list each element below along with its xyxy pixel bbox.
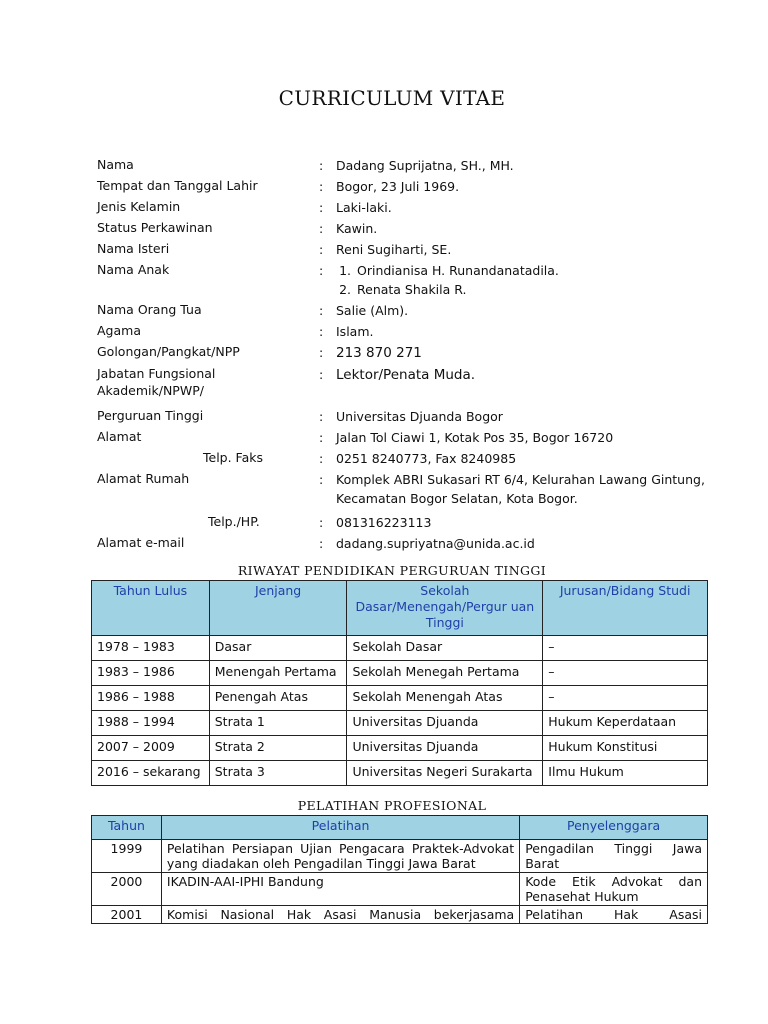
bio-colon: :	[319, 242, 324, 257]
child-name: Renata Shakila R.	[357, 282, 467, 297]
bio-label: Nama Anak	[97, 262, 170, 277]
bio-row-office-phone	[97, 449, 737, 470]
table-cell: Penengah Atas	[209, 686, 347, 711]
email-value: dadang.supriyatna@unida.ac.id	[336, 536, 535, 551]
bio-label: Status Perkawinan	[97, 220, 213, 235]
bio-colon: :	[319, 345, 324, 360]
table-cell: Strata 1	[209, 711, 347, 736]
table-cell: Universitas Djuanda	[347, 711, 543, 736]
bio-value: Reni Sugiharti, SE.	[336, 242, 452, 257]
bio-row-parent	[97, 301, 737, 322]
table-cell: Sekolah Dasar	[347, 636, 543, 661]
table-cell: 1986 – 1988	[92, 686, 210, 711]
child-number: 2.	[339, 282, 351, 297]
column-header: Penyelenggara	[520, 816, 708, 840]
bio-value: Salie (Alm).	[336, 303, 409, 318]
child-item	[336, 280, 726, 299]
bio-label: Alamat	[97, 429, 142, 444]
bio-colon: :	[319, 451, 324, 466]
table-cell: Hukum Keperdataan	[543, 711, 708, 736]
bio-colon: :	[319, 472, 324, 487]
table-cell: Pelatihan Hak Asasi	[520, 906, 708, 924]
bio-value: 081316223113	[336, 515, 432, 530]
bio-label: Nama Orang Tua	[97, 302, 202, 317]
page-title: CURRICULUM VITAE	[278, 86, 506, 110]
bio-value: Dadang Suprijatna, SH., MH.	[336, 158, 514, 173]
bio-row-home-address	[97, 470, 737, 513]
child-name: Orindianisa H. Runandanatadila.	[357, 263, 559, 278]
table-row	[92, 661, 708, 686]
training-section-title: PELATIHAN PROFESIONAL	[297, 798, 487, 813]
table-row	[92, 873, 708, 906]
education-table	[91, 580, 708, 786]
table-cell: Kode Etik Advokat dan Penasehat Hukum	[520, 873, 708, 906]
table-cell: Dasar	[209, 636, 347, 661]
column-header: Jurusan/Bidang Studi	[543, 581, 708, 636]
bio-value: Universitas Djuanda Bogor	[336, 409, 503, 424]
table-cell: Ilmu Hukum	[543, 761, 708, 786]
bio-label: Agama	[97, 323, 141, 338]
bio-value: 213 870 271	[336, 345, 422, 361]
table-cell: –	[543, 661, 708, 686]
table-cell: 1988 – 1994	[92, 711, 210, 736]
table-row	[92, 711, 708, 736]
table-cell: Universitas Negeri Surakarta	[347, 761, 543, 786]
bio-colon: :	[319, 430, 324, 445]
table-cell: IKADIN-AAI-IPHI Bandung	[161, 873, 519, 906]
education-section-title: RIWAYAT PENDIDIKAN PERGURUAN TINGGI	[237, 563, 547, 578]
bio-row-position	[97, 365, 737, 407]
table-cell: 2001	[92, 906, 162, 924]
table-cell: Universitas Djuanda	[347, 736, 543, 761]
bio-value: Laki-laki.	[336, 200, 392, 215]
bio-row-email	[97, 534, 737, 555]
bio-row-marital	[97, 219, 737, 240]
column-header: Sekolah Dasar/Menengah/Pergur uan Tinggi	[347, 581, 543, 636]
table-cell: Pelatihan Persiapan Ujian Pengacara Praktek-Advokat yang diadakan oleh Pengadilan Tinggi Jawa Barat	[161, 840, 519, 873]
table-cell: Sekolah Menengah Atas	[347, 686, 543, 711]
bio-value: Islam.	[336, 324, 374, 339]
table-cell: Komisi Nasional Hak Asasi Manusia bekerjasama	[161, 906, 519, 924]
child-number: 1.	[339, 263, 351, 278]
table-cell: 2016 – sekarang	[92, 761, 210, 786]
table-row	[92, 906, 708, 924]
bio-row-mobile	[97, 513, 737, 534]
bio-value: Komplek ABRI Sukasari RT 6/4, Kelurahan Lawang Gintung, Kecamatan Bogor Selatan, Kota Bogor.	[336, 472, 705, 506]
table-cell: Menengah Pertama	[209, 661, 347, 686]
table-cell: Pengadilan Tinggi Jawa Barat	[520, 840, 708, 873]
bio-row-university	[97, 407, 737, 428]
table-row	[92, 840, 708, 873]
table-cell: Hukum Konstitusi	[543, 736, 708, 761]
bio-row-birth	[97, 177, 737, 198]
bio-label: Perguruan Tinggi	[97, 408, 204, 423]
table-cell: 1983 – 1986	[92, 661, 210, 686]
bio-colon: :	[319, 263, 324, 278]
bio-colon: :	[319, 200, 324, 215]
column-header: Pelatihan	[161, 816, 519, 840]
bio-label: Alamat Rumah	[97, 471, 190, 486]
bio-colon: :	[319, 179, 324, 194]
bio-value: Jalan Tol Ciawi 1, Kotak Pos 35, Bogor 16720	[336, 430, 614, 445]
bio-label: Jabatan Fungsional Akademik/NPWP/	[97, 366, 216, 398]
children-list	[336, 261, 726, 299]
bio-colon: :	[319, 324, 324, 339]
bio-row-gender	[97, 198, 737, 219]
bio-colon: :	[319, 536, 324, 551]
bio-colon: :	[319, 221, 324, 236]
column-header: Tahun Lulus	[92, 581, 210, 636]
bio-row-children	[97, 261, 737, 301]
bio-value: Kawin.	[336, 221, 378, 236]
bio-colon: :	[319, 515, 324, 530]
bio-label: Nama	[97, 157, 134, 172]
table-cell: Strata 3	[209, 761, 347, 786]
table-row	[92, 686, 708, 711]
bio-row-address	[97, 428, 737, 449]
table-cell: Strata 2	[209, 736, 347, 761]
column-header: Jenjang	[209, 581, 347, 636]
table-cell: 1999	[92, 840, 162, 873]
bio-label: Telp./HP.	[208, 514, 260, 529]
bio-label: Telp. Faks	[203, 450, 264, 465]
bio-row-spouse	[97, 240, 737, 261]
training-table	[91, 815, 708, 924]
table-cell: 2007 – 2009	[92, 736, 210, 761]
table-header-row	[92, 581, 708, 636]
bio-value: 0251 8240773, Fax 8240985	[336, 451, 517, 466]
bio-row-nama	[97, 156, 737, 177]
bio-row-religion	[97, 322, 737, 343]
bio-colon: :	[319, 409, 324, 424]
bio-value: Bogor, 23 Juli 1969.	[336, 179, 460, 194]
table-cell: –	[543, 636, 708, 661]
table-row	[92, 636, 708, 661]
table-cell: –	[543, 686, 708, 711]
table-header-row	[92, 816, 708, 840]
bio-colon: :	[319, 158, 324, 173]
bio-label: Alamat e-mail	[97, 535, 185, 550]
table-row	[92, 736, 708, 761]
table-row	[92, 761, 708, 786]
bio-label: Golongan/Pangkat/NPP	[97, 344, 240, 359]
bio-row-rank	[97, 343, 737, 365]
table-cell: Sekolah Menegah Pertama	[347, 661, 543, 686]
table-cell: 1978 – 1983	[92, 636, 210, 661]
bio-colon: :	[319, 303, 324, 318]
personal-info-list	[97, 156, 737, 555]
child-item	[336, 261, 726, 280]
bio-colon: :	[319, 367, 324, 382]
bio-label: Jenis Kelamin	[97, 199, 181, 214]
bio-value: Lektor/Penata Muda.	[336, 367, 476, 383]
column-header: Tahun	[92, 816, 162, 840]
bio-label: Nama Isteri	[97, 241, 170, 256]
bio-label: Tempat dan Tanggal Lahir	[97, 178, 258, 193]
table-cell: 2000	[92, 873, 162, 906]
